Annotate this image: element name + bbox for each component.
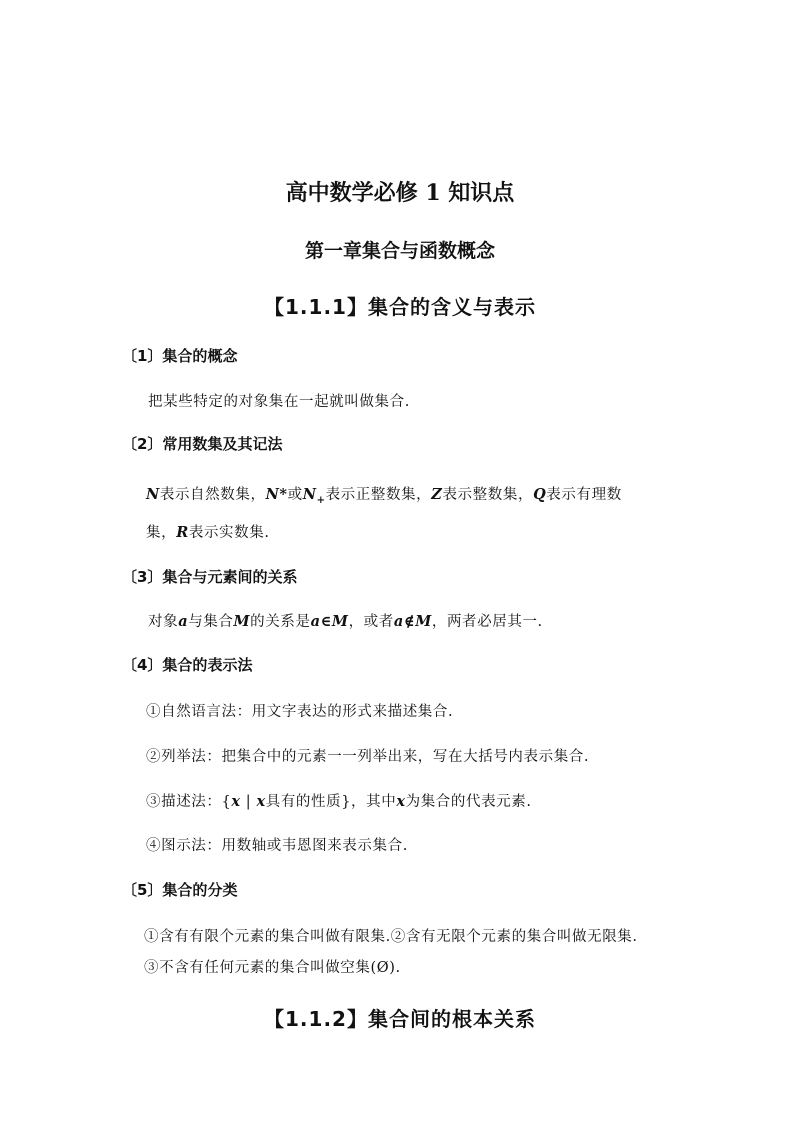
subsection-number-sets: 〔2〕常用数集及其记法 (122, 435, 283, 453)
paragraph-classification-line1: ①含有有限个元素的集合叫做有限集.②含有无限个元素的集合叫做无限集. (144, 929, 638, 945)
paragraph-element-relation: 对象a与集合M的关系是a∈M，或者a∉M，两者必居其一. (148, 613, 543, 630)
list-item-diagram: ④图示法：用数轴或韦恩图来表示集合. (146, 838, 408, 854)
symbol-Z: Z (431, 486, 443, 503)
subsection-element-relation: 〔3〕集合与元素间的关系 (122, 568, 298, 586)
symbol-N: N (146, 486, 160, 503)
subsection-classification: 〔5〕集合的分类 (122, 881, 238, 899)
subsection-concept: 〔1〕集合的概念 (122, 347, 238, 365)
symbol-R: R (176, 524, 189, 541)
section-heading-1-1-1: 【1.1.1】集合的含义与表示 (264, 295, 536, 319)
chapter-heading: 第一章集合与函数概念 (304, 240, 495, 262)
symbol-N-plus: N (302, 486, 317, 503)
non-membership-formula: a∉M (393, 613, 432, 630)
symbol-N-star: N (265, 486, 280, 503)
symbol-Q: Q (533, 486, 547, 503)
paragraph-classification-line2: ③不含有任何元素的集合叫做空集(Ø). (144, 960, 401, 976)
subsection-representation: 〔4〕集合的表示法 (122, 656, 253, 674)
paragraph-number-sets-line1: N表示自然数集，N*或$N_+$表示正整数集，Z表示整数集，Q表示有理数 (146, 486, 622, 506)
section-heading-1-1-2: 【1.1.2】集合间的根本关系 (264, 1007, 536, 1031)
list-item-natural-language: ①自然语言法：用文字表达的形式来描述集合. (146, 704, 454, 720)
paragraph-set-definition: 把某些特定的对象集在一起就叫做集合. (148, 394, 410, 410)
membership-formula: a∈M (310, 613, 349, 630)
list-item-enumeration: ②列举法：把集合中的元素一一列举出来，写在大括号内表示集合. (146, 749, 590, 765)
paragraph-number-sets-line2: 集，R表示实数集. (146, 524, 270, 541)
list-item-description: ③描述法：{x | x具有的性质}，其中x为集合的代表元素. (146, 793, 532, 810)
document-title: 高中数学必修 1 知识点 (285, 180, 515, 206)
